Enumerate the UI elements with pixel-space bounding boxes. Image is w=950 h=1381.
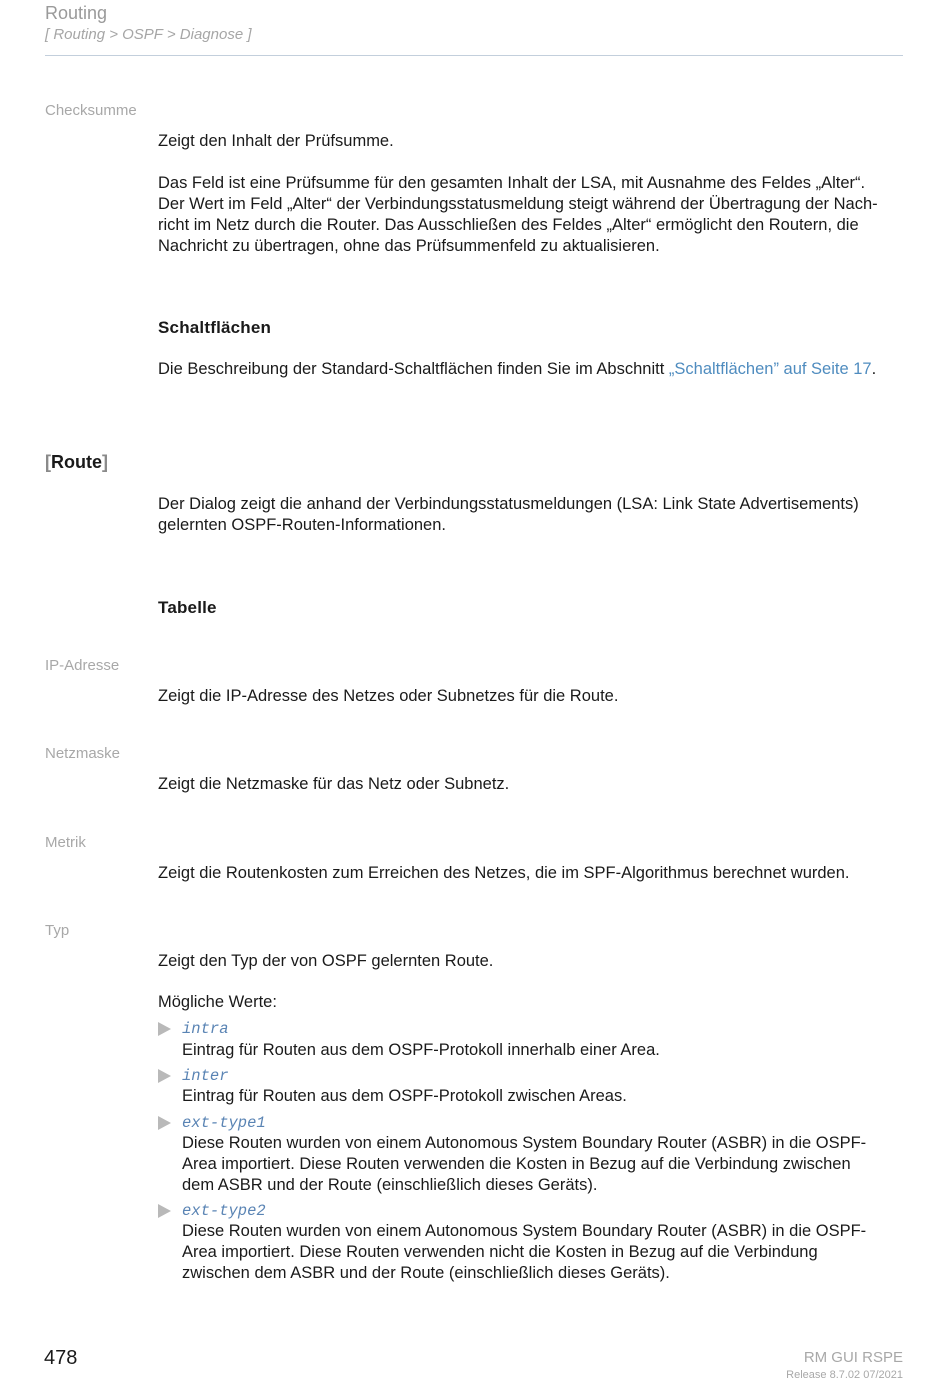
bullet-arrow-icon	[158, 1022, 171, 1036]
page-number: 478	[44, 1347, 78, 1369]
footer-document-name: RM GUI RSPE	[803, 1349, 903, 1366]
bullet-arrow-icon	[158, 1069, 171, 1083]
value-code-inter: inter	[182, 1067, 229, 1085]
value-description-intra: Eintrag für Routen aus dem OSPF-Protokoll innerhalb einer Area.	[182, 1041, 660, 1059]
text-line: zwischen dem ASBR und der Route (einschließlich dieses Geräts).	[182, 1264, 670, 1282]
text-span: .	[871, 360, 877, 378]
field-label-ip-address: IP-Adresse	[45, 657, 120, 674]
checksum-description: Zeigt den Inhalt der Prüfsumme.	[158, 132, 394, 150]
possible-values-intro: Mögliche Werte:	[158, 993, 277, 1011]
route-description	[158, 494, 908, 536]
route-section-heading	[45, 452, 108, 473]
text-line: Area importiert. Diese Routen verwenden die Kosten in Bezug auf die Verbindung zwischen	[182, 1155, 851, 1173]
value-description-inter: Eintrag für Routen aus dem OSPF-Protokoll zwischen Areas.	[182, 1087, 627, 1105]
ip-address-description: Zeigt die IP-Adresse des Netzes oder Subnetzes für die Route.	[158, 687, 619, 705]
field-label-metric: Metrik	[45, 834, 86, 851]
netmask-description: Zeigt die Netzmaske für das Netz oder Subnetz.	[158, 775, 510, 793]
text-span: Die Beschreibung der Standard-Schaltflächen finden Sie im Abschnitt	[158, 360, 669, 378]
metric-description: Zeigt die Routenkosten zum Erreichen des Netzes, die im SPF-Algorithmus berechnet wurden.	[158, 864, 850, 882]
field-label-checksum: Checksumme	[45, 102, 137, 119]
text-line: Der Wert im Feld „Alter“ der Verbindungsstatusmeldung steigt während der Übertragung der Nach-	[158, 195, 878, 213]
type-description: Zeigt den Typ der von OSPF gelernten Route.	[158, 952, 494, 970]
value-code-intra: intra	[182, 1020, 229, 1038]
route-heading-text: Route	[51, 452, 102, 472]
bracket-close: ]	[102, 452, 108, 472]
header-divider	[45, 55, 903, 56]
text-line: Der Dialog zeigt die anhand der Verbindungsstatusmeldungen (LSA: Link State Advertisements)	[158, 495, 859, 513]
value-code-ext-type1: ext-type1	[182, 1114, 266, 1132]
buttons-section-link[interactable]: „Schaltflächen” auf Seite 17	[668, 360, 872, 378]
header-title: Routing	[45, 3, 108, 23]
footer-release: Release 8.7.02 07/2021	[786, 1369, 903, 1381]
buttons-heading: Schaltflächen	[158, 318, 272, 337]
field-label-type: Typ	[45, 922, 70, 939]
bullet-arrow-icon	[158, 1204, 171, 1218]
text-line: Area importiert. Diese Routen verwenden nicht die Kosten in Bezug auf die Verbindung	[182, 1243, 818, 1261]
bullet-arrow-icon	[158, 1116, 171, 1130]
bracket-open: [	[45, 452, 51, 472]
breadcrumb: [ Routing > OSPF > Diagnose ]	[45, 26, 252, 43]
text-line: gelernten OSPF-Routen-Informationen.	[158, 516, 446, 534]
value-description-ext-type1	[182, 1133, 910, 1196]
text-line: Nachricht zu übertragen, ohne das Prüfsummenfeld zu aktualisieren.	[158, 237, 660, 255]
field-label-netmask: Netzmaske	[45, 745, 121, 762]
table-heading: Tabelle	[158, 598, 217, 617]
text-line: dem ASBR und der Route (einschließlich dieses Geräts).	[182, 1176, 598, 1194]
text-line: richt im Netz durch die Router. Das Ausschließen des Feldes „Alter“ ermöglicht den Routern, die	[158, 216, 859, 234]
value-code-ext-type2: ext-type2	[182, 1202, 266, 1220]
text-line: Das Feld ist eine Prüfsumme für den gesamten Inhalt der LSA, mit Ausnahme des Feldes „Alter“.	[158, 174, 866, 192]
text-line: Diese Routen wurden von einem Autonomous System Boundary Router (ASBR) in die OSPF-	[182, 1134, 867, 1152]
text-line: Diese Routen wurden von einem Autonomous System Boundary Router (ASBR) in die OSPF-	[182, 1222, 867, 1240]
checksum-details	[158, 173, 908, 257]
value-description-ext-type2	[182, 1221, 910, 1284]
buttons-description	[158, 359, 908, 380]
